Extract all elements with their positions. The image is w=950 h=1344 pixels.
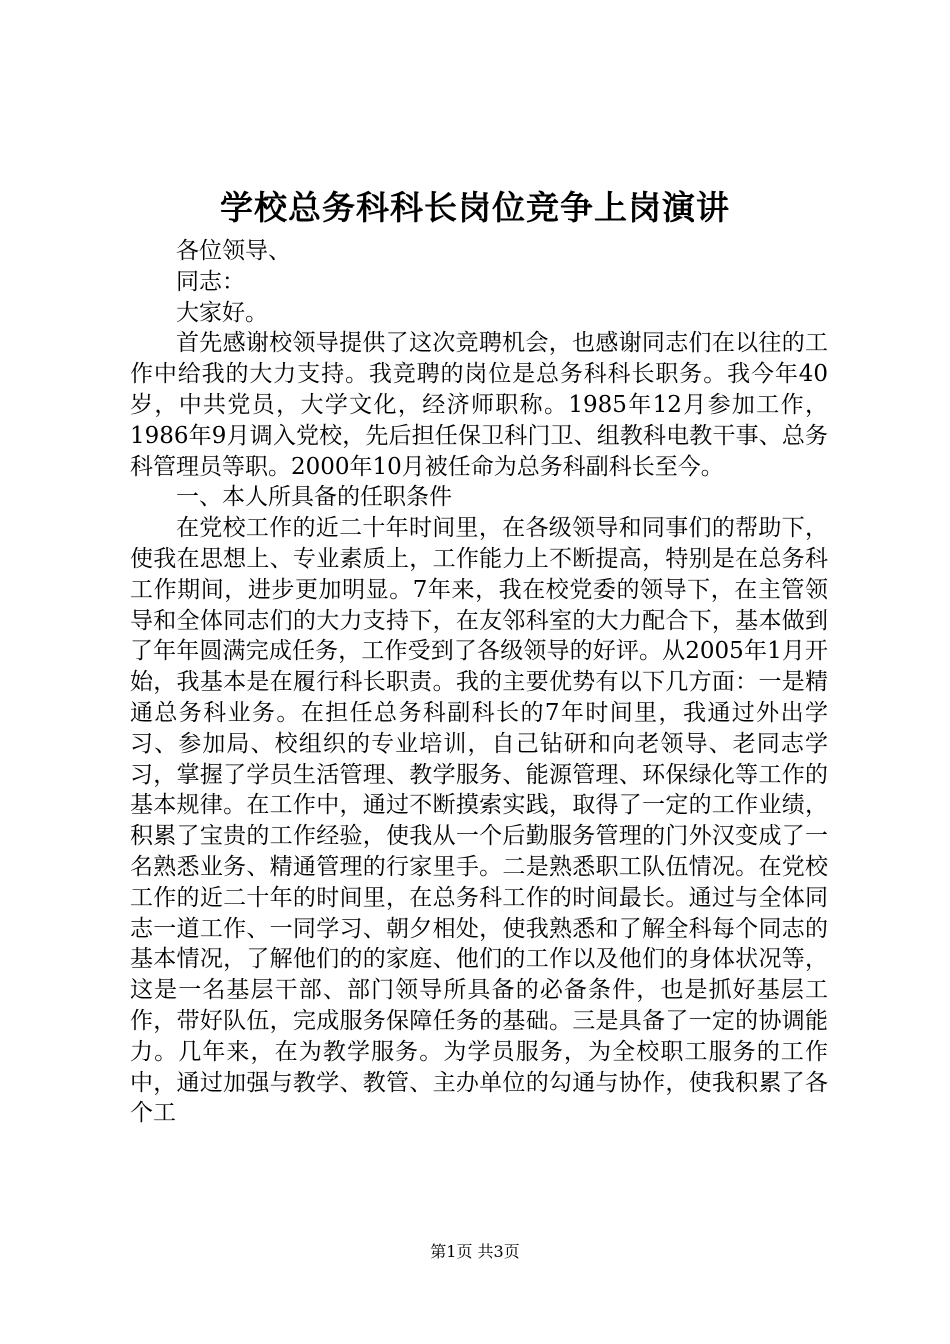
page-footer: 第1页 共3页 [430, 1242, 520, 1261]
salutation-comrades: 同志： [176, 268, 245, 295]
salutation-leaders: 各位领导、 [176, 238, 291, 264]
greeting: 大家好。 [176, 299, 268, 326]
paragraph-intro: 首先感谢校领导提供了这次竞聘机会，也感谢同志们在以往的工作中给我的大力支持。我竞聘的岗位是总务科科长职务。我今年40岁，中共党员，大学文化，经济师职称。1985年12月参加工作，1986年9月调入党校，先后担任保卫科门卫、组教科电教干事、总务科管理员等职。2000年10月被任命为总务科副科长至今。 [130, 330, 828, 480]
paragraph-qualifications: 在党校工作的近二十年时间里，在各级领导和同事们的帮助下，使我在思想上、专业素质上，工作能力上不断提高，特别是在总务科工作期间，进步更加明显。7年来，我在校党委的领导下，在主管领导和全体同志们的大力支持下，在友邻科室的大力配合下，基本做到了年年圆满完成任务，工作受到了各级领导的好评。从2005年1月开始，我基本是在履行科长职责。我的主要优势有以下几方面：一是精通总务科业务。在担任总务科副科长的7年时间里，我通过外出学习、参加局、校组织的专业培训，自己钻研和向老领导、老同志学习，掌握了学员生活管理、教学服务、能源管理、环保绿化等工作的基本规律。在工作中，通过不断摸索实践，取得了一定的工作业绩，积累了宝贵的工作经验，使我从一个后勤服务管理的门外汉变成了一名熟悉业务、精通管理的行家里手。二是熟悉职工队伍情况。在党校工作的近二十年的时间里，在总务科工作的时间最长。通过与全体同志一道工作、一同学习、朝夕相处，使我熟悉和了解全科每个同志的基本情况，了解他们的的家庭、他们的工作以及他们的身体状况等，这是一名基层干部、部门领导所具备的必备条件，也是抓好基层工作，带好队伍，完成服务保障任务的基础。三是具备了一定的协调能力。几年来，在为教学服务。为学员服务，为全校职工服务的工作中，通过加强与教学、教管、主办单位的勾通与协作，使我积累了各个工 [130, 515, 828, 1127]
document-body [130, 236, 828, 1129]
document-title: 学校总务科科长岗位竞争上岗演讲 [220, 188, 730, 227]
section-heading-1: 一、本人所具备的任职条件 [176, 484, 452, 511]
